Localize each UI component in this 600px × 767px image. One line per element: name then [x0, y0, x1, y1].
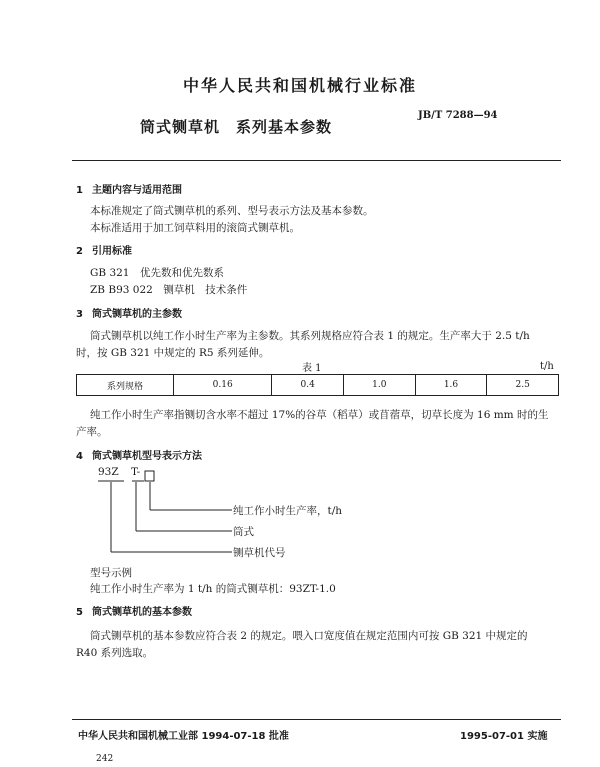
section-3-para-2: 时，按 GB 321 中规定的 R5 系列延伸。	[76, 347, 270, 359]
table-cell: 2.5	[487, 375, 559, 396]
standard-number: JB/T 7288—94	[418, 110, 498, 121]
model-code-93z: 93Z	[98, 466, 119, 478]
example-title: 型号示例	[90, 567, 132, 579]
section-3-title: 筒式铡草机的主参数	[92, 309, 182, 320]
table-1-caption: 表 1	[302, 363, 322, 374]
section-1-para-2: 本标准适用于加工饲草料用的滚筒式铡草机。	[90, 222, 300, 234]
section-1-number: 1	[76, 185, 83, 196]
section-3-number: 3	[76, 309, 83, 320]
section-5-title: 筒式铡草机的基本参数	[92, 607, 192, 618]
section-2-title: 引用标准	[92, 246, 132, 257]
table-cell: 0.4	[272, 375, 344, 396]
section-2-number: 2	[76, 246, 83, 257]
section-5-number: 5	[76, 607, 83, 618]
diagram-label-type: 筒式	[233, 526, 254, 538]
production-rate-box	[145, 471, 154, 481]
implementation-date: 1995-07-01 实施	[460, 731, 548, 742]
section-5-para-1: 筒式铡草机的基本参数应符合表 2 的规定。喂入口宽度值在规定范围内可按 GB 321 中规定的	[90, 630, 528, 642]
footer-rule	[72, 719, 561, 720]
diagram-label-code: 铡草机代号	[233, 547, 286, 559]
model-code-t: T-	[131, 466, 141, 478]
table-1-note-1: 纯工作小时生产率指铡切含水率不超过 17%的谷草（稻草）或苜蓿草，切草长度为 16 mm 时的生	[90, 409, 549, 421]
section-1-para-1: 本标准规定了筒式铡草机的系列、型号表示方法及基本参数。	[90, 205, 374, 217]
table-cell: 1.6	[415, 375, 487, 396]
table-cell: 0.16	[174, 375, 272, 396]
section-1-title: 主题内容与适用范围	[92, 185, 182, 196]
reference-1: GB 321 优先数和优先数系	[90, 267, 224, 279]
approval-info: 中华人民共和国机械工业部 1994-07-18 批准	[78, 731, 289, 742]
section-5-para-2: R40 系列选取。	[76, 647, 154, 659]
section-5-heading	[76, 603, 192, 618]
table-cell: 1.0	[344, 375, 416, 396]
example-text: 纯工作小时生产率为 1 t/h 的筒式铡草机：93ZT-1.0	[90, 583, 336, 595]
reference-2: ZB B93 022 铡草机 技术条件	[90, 284, 248, 296]
standard-header: 中华人民共和国机械行业标准	[182, 76, 417, 95]
table-1-note-2: 产率。	[76, 426, 108, 438]
table-1-unit: t/h	[540, 361, 554, 372]
section-4-number: 4	[76, 451, 83, 462]
section-4-title: 筒式铡草机型号表示方法	[92, 451, 202, 462]
document-title: 筒式铡草机 系列基本参数	[140, 118, 333, 136]
page-number: 242	[96, 754, 114, 764]
diagram-label-rate: 纯工作小时生产率，t/h	[233, 505, 343, 517]
section-3-para-1: 筒式铡草机以纯工作小时生产率为主参数。其系列规格应符合表 1 的规定。生产率大于 2.5 t/h	[90, 330, 530, 342]
table-row-label: 系列规格	[77, 375, 174, 396]
